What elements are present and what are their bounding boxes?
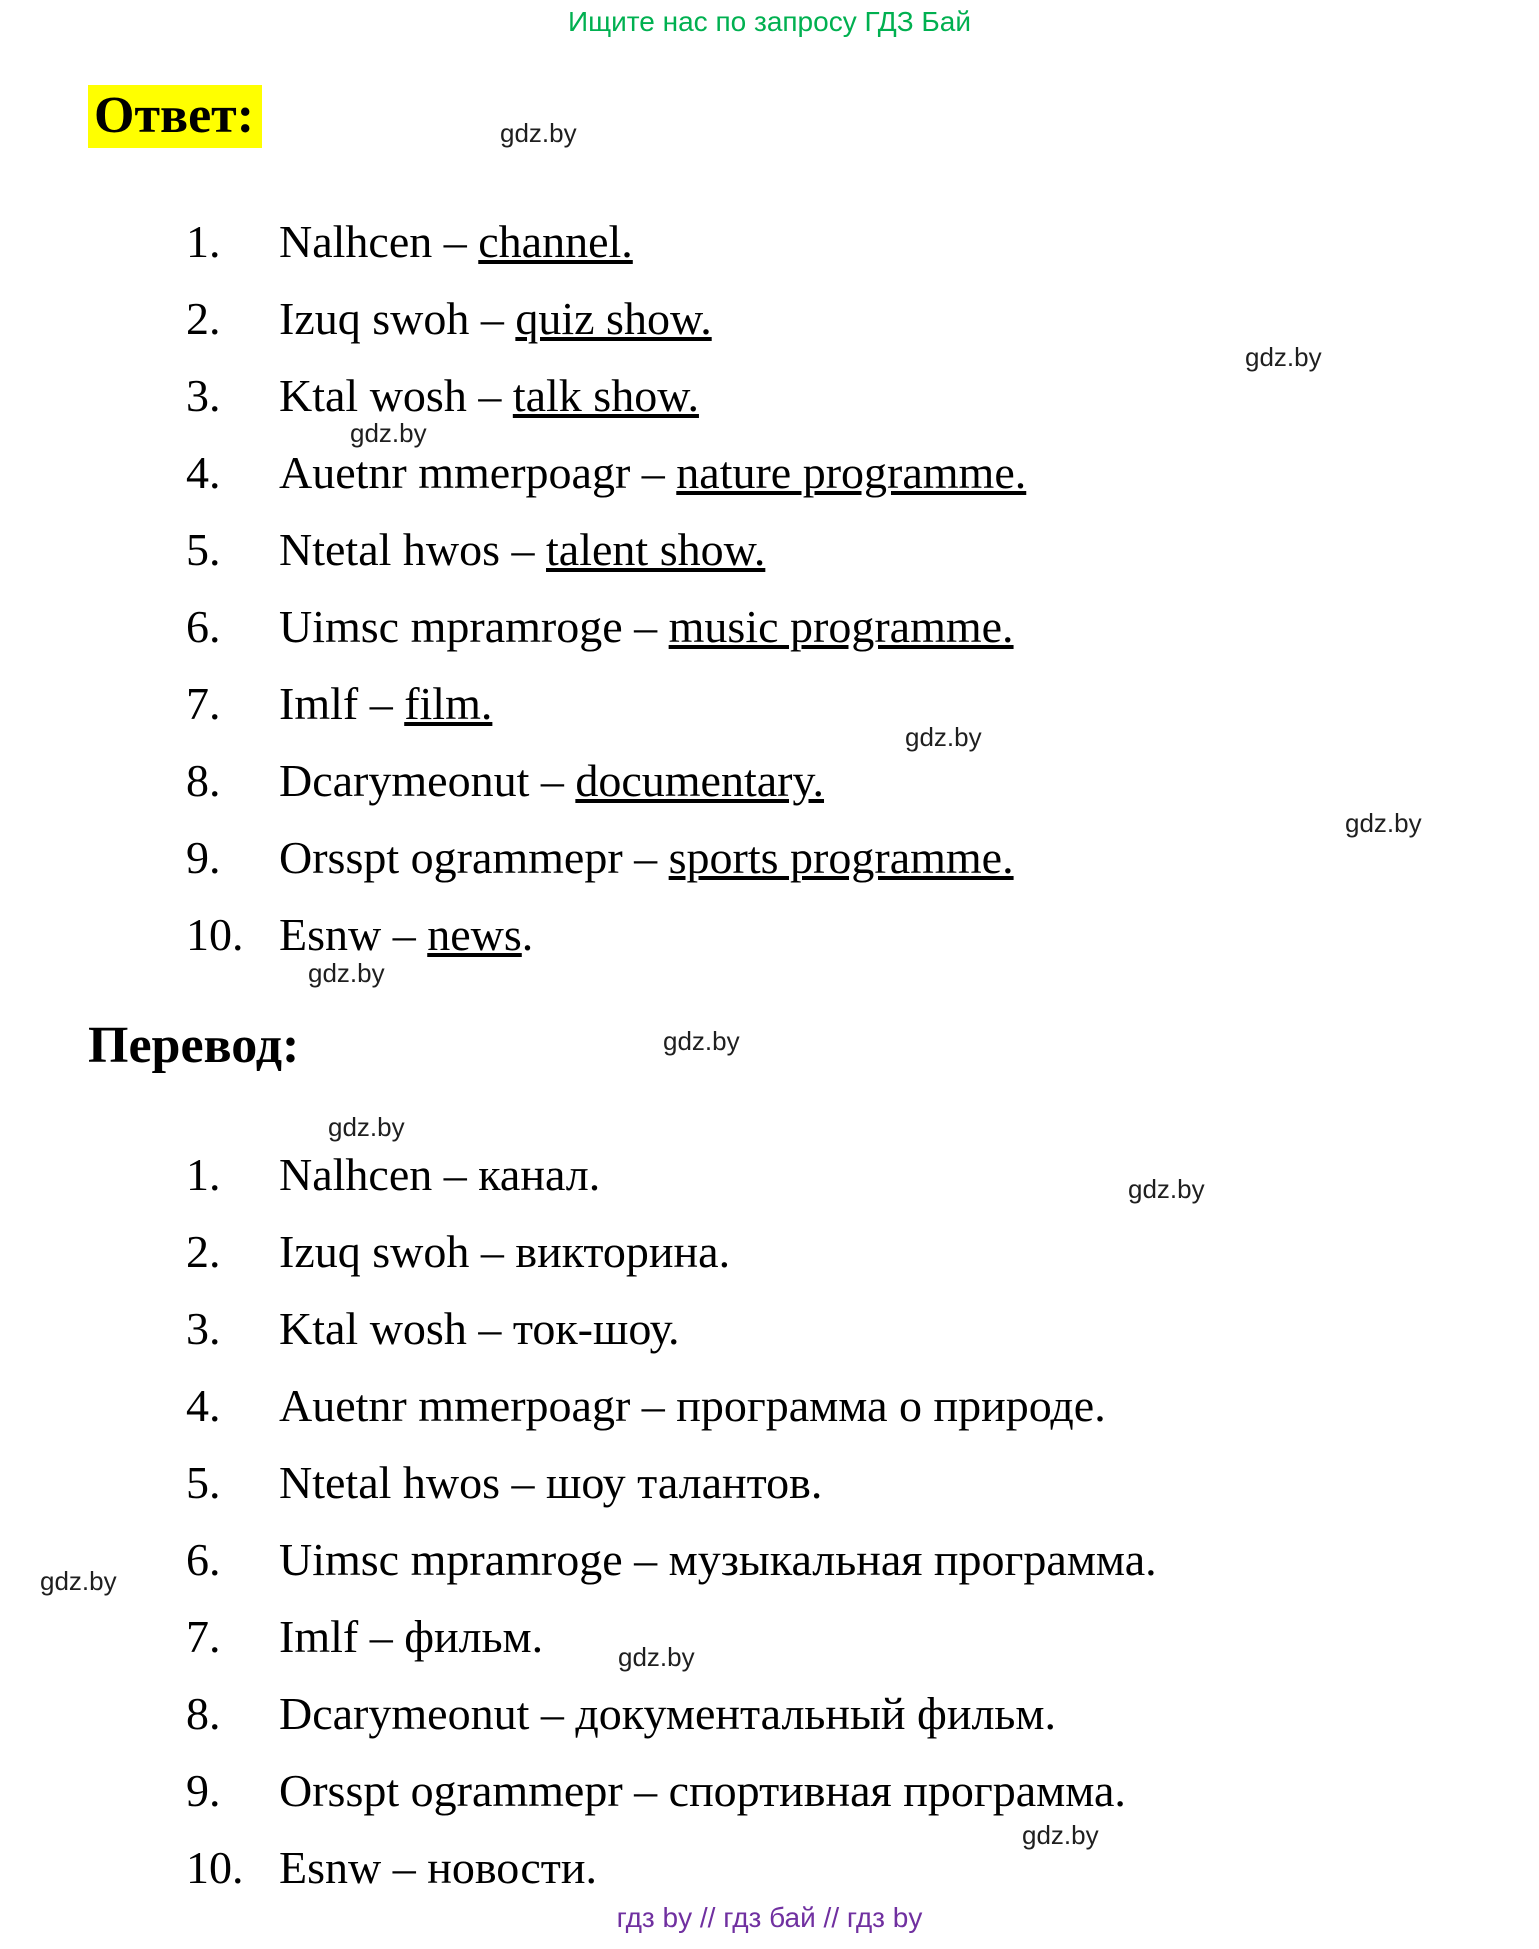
item-number: 10. [186, 1842, 244, 1893]
item-number: 10. [186, 909, 244, 960]
item-scrambled-word: Imlf – [279, 678, 405, 729]
item-number: 4. [186, 447, 221, 498]
item-scrambled-word: Izuq swoh – [279, 293, 516, 344]
watermark: gdz.by [1245, 342, 1322, 372]
item-number: 8. [186, 755, 221, 806]
watermark: gdz.by [40, 1566, 117, 1596]
watermark: gdz.by [500, 118, 577, 148]
item-number: 9. [186, 832, 221, 883]
translation-list-item [186, 1829, 1157, 1906]
item-number: 1. [186, 1149, 221, 1200]
item-scrambled-word: Ktal wosh – [279, 370, 513, 421]
item-number: 6. [186, 601, 221, 652]
answer-heading [88, 86, 262, 146]
item-text: Ntetal hwos – шоу талантов. [279, 1457, 823, 1508]
item-answer: film. [404, 678, 493, 729]
translation-list-item [186, 1367, 1157, 1444]
item-text: Imlf – фильм. [279, 1611, 544, 1662]
item-scrambled-word: Esnw – [279, 909, 428, 960]
item-number: 7. [186, 678, 221, 729]
item-number: 3. [186, 370, 221, 421]
item-number: 7. [186, 1611, 221, 1662]
item-text: Esnw – новости. [279, 1842, 598, 1893]
watermark: gdz.by [328, 1112, 405, 1142]
watermark: gdz.by [663, 1026, 740, 1056]
item-answer: talk show. [512, 370, 699, 421]
top-banner: Ищите нас по запросу ГДЗ Бай [567, 6, 972, 37]
watermark: gdz.by [350, 418, 427, 448]
watermark: gdz.by [1128, 1174, 1205, 1204]
item-text: Auetnr mmerpoagr – программа о природе. [279, 1380, 1106, 1431]
translation-list [186, 1136, 1157, 1906]
item-answer: documentary. [575, 755, 825, 806]
item-number: 8. [186, 1688, 221, 1739]
answer-list-item [186, 665, 1026, 742]
item-number: 9. [186, 1765, 221, 1816]
item-number: 5. [186, 1457, 221, 1508]
item-answer: nature programme. [676, 447, 1027, 498]
answer-list-item [186, 511, 1026, 588]
item-answer: news [427, 909, 522, 960]
item-answer: talent show. [546, 524, 766, 575]
translation-list-item [186, 1136, 1157, 1213]
item-text: Uimsc mpramroge – музыкальная программа. [279, 1534, 1157, 1585]
watermark: gdz.by [618, 1642, 695, 1672]
translation-list-item [186, 1675, 1157, 1752]
translation-heading [88, 1016, 299, 1076]
answer-list-item [186, 742, 1026, 819]
item-answer: music programme. [668, 601, 1014, 652]
translation-list-item [186, 1444, 1157, 1521]
item-text: Nalhcen – канал. [279, 1149, 601, 1200]
item-text: Dcarymeonut – документальный фильм. [279, 1688, 1057, 1739]
answer-list-item [186, 819, 1026, 896]
item-scrambled-word: Ntetal hwos – [279, 524, 547, 575]
watermark: gdz.by [905, 722, 982, 752]
item-answer: channel. [478, 216, 633, 267]
watermark: gdz.by [1345, 808, 1422, 838]
answer-list-item [186, 203, 1026, 280]
item-text: Ktal wosh – ток-шоу. [279, 1303, 680, 1354]
answer-list-item [186, 357, 1026, 434]
answer-list [186, 203, 1026, 973]
footer-links[interactable]: гдз by // гдз бай // гдз by [616, 1902, 923, 1933]
item-answer: quiz show. [515, 293, 712, 344]
item-scrambled-word: Nalhcen – [279, 216, 479, 267]
watermark: gdz.by [1022, 1820, 1099, 1850]
item-answer: sports programme. [668, 832, 1014, 883]
item-text: Izuq swoh – викторина. [279, 1226, 731, 1277]
item-number: 2. [186, 1226, 221, 1277]
translation-list-item [186, 1290, 1157, 1367]
item-scrambled-word: Auetnr mmerpoagr – [279, 447, 677, 498]
item-number: 3. [186, 1303, 221, 1354]
translation-list-item [186, 1752, 1157, 1829]
item-scrambled-word: Orsspt ogrammepr – [279, 832, 669, 883]
item-number: 5. [186, 524, 221, 575]
translation-list-item [186, 1213, 1157, 1290]
answer-list-item [186, 588, 1026, 665]
item-number: 4. [186, 1380, 221, 1431]
item-number: 2. [186, 293, 221, 344]
item-scrambled-word: Dcarymeonut – [279, 755, 576, 806]
answer-list-item [186, 434, 1026, 511]
answer-list-item [186, 280, 1026, 357]
item-suffix: . [521, 909, 534, 960]
translation-heading-text: Перевод: [88, 1017, 300, 1074]
item-text: Orsspt ogrammepr – спортивная программа. [279, 1765, 1126, 1816]
watermark: gdz.by [308, 958, 385, 988]
item-scrambled-word: Uimsc mpramroge – [279, 601, 669, 652]
translation-list-item [186, 1521, 1157, 1598]
answer-heading-text: Ответ: [88, 85, 262, 148]
item-number: 1. [186, 216, 221, 267]
item-number: 6. [186, 1534, 221, 1585]
